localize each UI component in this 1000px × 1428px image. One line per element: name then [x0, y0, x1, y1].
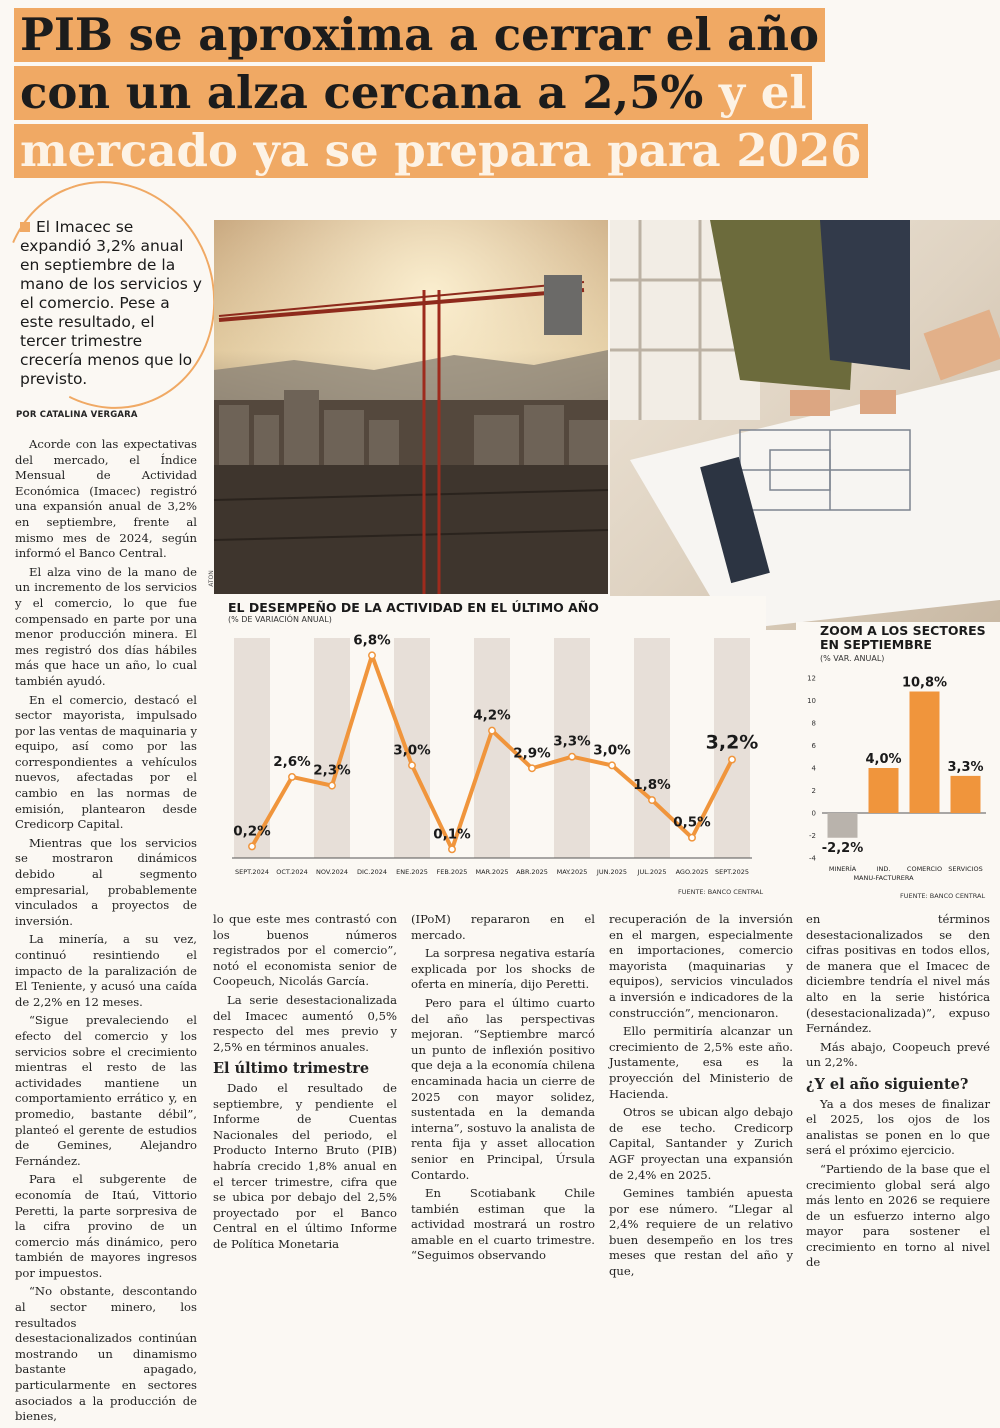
- bar: [869, 768, 899, 813]
- paragraph: recuperación de la inversión en el margen, especialmente en importaciones, comercio mayorista (maquinarias y equipos), servicios vinculados a inversión e indicadores de la construcción”, mencionaron.: [609, 912, 793, 1020]
- chart-subtitle: (% VAR. ANUAL): [820, 654, 885, 663]
- data-point: [569, 753, 575, 759]
- data-label: 4,0%: [865, 752, 902, 767]
- data-point: [689, 835, 695, 841]
- paragraph: El alza vino de la mano de un incremento de los servicios y el comercio, lo que fue compensado en parte por una menor producción minera. El mes registró dos días hábiles más que hace un año, lo cual también ayudó.: [15, 564, 197, 688]
- sectors-bar-chart: [796, 622, 1000, 904]
- x-tick-label: AGO.2025: [675, 868, 709, 876]
- y-tick-label: 8: [811, 719, 816, 728]
- paragraph: Dado el resultado de septiembre, y pendiente el Informe de Cuentas Nacionales del periodo, el Producto Interno Bruto (PIB) habría crecido 1,8% anual en el tercer trimestre, cifra que se ubica por debajo del 2,5% proyectado por el Banco Central en el último Informe de Política Monetaria: [213, 1080, 397, 1251]
- chart-title: ZOOM A LOS SECTORES EN SEPTIEMBRE: [820, 623, 986, 652]
- x-tick-label: SEPT.2024: [235, 868, 269, 876]
- data-label: 3,3%: [553, 733, 591, 750]
- chart-source: FUENTE: BANCO CENTRAL: [900, 892, 986, 900]
- data-label: 2,9%: [513, 745, 551, 762]
- y-tick-label: -4: [809, 854, 816, 863]
- paragraph: En el comercio, destacó el sector mayorista, impulsado por las ventas de maquinaria y equipo, así como por las correspondientes a vehículos nuevos, afectadas por el cambio en las normas de emisión, plantearon desde Credicorp Capital.: [15, 692, 197, 832]
- bar: [828, 813, 858, 838]
- paragraph: La serie desestacionalizada del Imacec aumentó 0,5% respecto del mes previo y 2,5% en términos anuales.: [213, 992, 397, 1054]
- headline-line-2-dark: con un alza cercana a 2,5%: [20, 66, 704, 119]
- column-band: [634, 638, 670, 858]
- lead-text: El Imacec se expandió 3,2% anual en septiembre de la mano de los servicios y el comercio. Pese a este resultado, el tercer trimestre crecería menos que lo previsto.: [20, 218, 202, 388]
- data-label: 3,3%: [947, 759, 984, 775]
- data-point: [609, 762, 615, 768]
- paragraph: “Sigue prevaleciendo el efecto del comercio y los servicios sobre el crecimiento mientras el resto de las actividades mantiene un comportamiento errático y, en promedio, bastante débil”, planteó el gerente de estudios de Gemines, Alejandro Fernández.: [15, 1013, 197, 1168]
- paragraph: Otros se ubican algo debajo de ese techo. Credicorp Capital, Santander y Zurich AGF proyectan una expansión de 2,4% en 2025.: [609, 1105, 793, 1182]
- article-column-4: [609, 912, 793, 1283]
- data-point: [449, 846, 455, 852]
- data-label: 3,0%: [593, 742, 631, 759]
- x-tick-label: NOV.2024: [315, 868, 349, 876]
- x-tick-label: IND.: [876, 865, 891, 873]
- bullet-square-icon: [20, 222, 30, 232]
- line-chart-svg: [216, 626, 766, 888]
- paragraph: lo que este mes contrastó con los buenos números registrados por el comercio”, notó el economista senior de Coopeuch, Nicolás García.: [213, 912, 397, 989]
- data-label: 10,8%: [901, 675, 948, 691]
- paragraph: Ello permitiría alcanzar un crecimiento de 2,5% este año. Justamente, esa es la proyección del Ministerio de Hacienda.: [609, 1024, 793, 1101]
- activity-line-chart: [216, 596, 766, 900]
- y-tick-label: 0: [811, 809, 816, 818]
- y-tick-label: -2: [809, 832, 816, 840]
- data-label: 2,6%: [273, 753, 311, 770]
- photo-credit: ATON: [207, 570, 215, 587]
- data-point: [409, 762, 415, 768]
- data-point: [529, 765, 535, 771]
- paragraph: Más abajo, Coopeuch prevé un 2,2%.: [806, 1039, 990, 1070]
- data-label: 4,2%: [473, 707, 511, 724]
- lead-summary: [20, 218, 205, 389]
- data-label: 1,8%: [633, 777, 671, 794]
- paragraph: en términos desestacionalizados se den cifras positivas en todos ellos, de manera que el Imacec de diciembre tendría el nivel más alto en la serie histórica (desestacionalizada)”, expuso Fernández.: [806, 912, 990, 1036]
- paragraph: “Partiendo de la base que el crecimiento global será algo más lento en 2026 se requiere de un esfuerzo interno algo mayor para sostener el crecimiento en torno al nivel de: [806, 1161, 990, 1270]
- x-tick-label: SEPT.2025: [715, 868, 749, 876]
- chart-title: EL DESEMPEÑO DE LA ACTIVIDAD EN EL ÚLTIMO AÑO: [228, 600, 599, 615]
- article-column-3: [411, 912, 595, 1267]
- data-label: 2,3%: [313, 762, 351, 779]
- y-tick-label: 2: [811, 787, 816, 795]
- paragraph: Ya a dos meses de finalizar el 2025, los ojos de los analistas se ponen en lo que será el próximo ejercicio.: [806, 1096, 990, 1158]
- data-label: 3,0%: [393, 742, 431, 759]
- data-point: [369, 652, 375, 658]
- x-tick-label: ENE.2025: [396, 868, 428, 876]
- section-heading: ¿Y el año siguiente?: [806, 1075, 969, 1093]
- bar: [951, 776, 981, 813]
- article-column-2: [213, 912, 397, 1255]
- paragraph: La minería, a su vez, continuó resintiendo el impacto de la paralización de El Teniente, y acusó una caída de 2,2% en 12 meses.: [15, 932, 197, 1009]
- blueprint-meeting-photo: [610, 220, 1000, 630]
- x-tick-label: MINERÍA: [828, 865, 857, 873]
- headline-line-3: mercado ya se prepara para 2026: [14, 124, 868, 178]
- data-label: 6,8%: [353, 632, 391, 649]
- y-tick-label: 10: [807, 697, 816, 705]
- data-label: 0,2%: [233, 823, 271, 840]
- paragraph: Acorde con las expectativas del mercado, el Índice Mensual de Actividad Económica (Imacec) registró una expansión anual de 3,2% en septiembre, frente al mismo mes de 2024, según informó el Banco Central.: [15, 437, 197, 561]
- article-column-1: [15, 437, 197, 1428]
- data-point: [289, 774, 295, 780]
- paragraph: (IPoM) repararon en el mercado.: [411, 912, 595, 942]
- headline-line-2: [14, 66, 812, 120]
- headline: [14, 8, 862, 182]
- article-column-5: [806, 912, 990, 1274]
- x-tick-label: FEB.2025: [436, 868, 468, 876]
- headline-line-2-light: y el: [703, 66, 807, 119]
- x-tick-label: MANU-FACTURERA: [853, 874, 914, 882]
- x-tick-label: ABR.2025: [516, 868, 548, 876]
- construction-crane-photo: [214, 220, 608, 594]
- data-label: 0,1%: [433, 826, 471, 843]
- data-point: [649, 797, 655, 803]
- paragraph: “No obstante, descontando al sector minero, los resultados desestacionalizados continúan mostrando un dinamismo bastante apagado, particularmente en sectores asociados a la producción de bienes,: [15, 1284, 197, 1424]
- data-label: 0,5%: [673, 814, 711, 831]
- data-label: -2,2%: [821, 840, 864, 856]
- x-tick-label: DIC.2024: [356, 868, 388, 876]
- bar: [910, 692, 940, 814]
- paragraph: En Scotiabank Chile también estiman que la actividad mostrará un rostro amable en el cuarto trimestre. “Seguimos observando: [411, 1186, 595, 1263]
- y-tick-label: 4: [811, 764, 816, 773]
- x-tick-label: MAR.2025: [475, 868, 509, 876]
- data-point: [249, 843, 255, 849]
- paragraph: La sorpresa negativa estaría explicada por los shocks de oferta en minería, dijo Peretti.: [411, 946, 595, 992]
- chart-source: FUENTE: BANCO CENTRAL: [678, 888, 764, 896]
- paragraph: Mientras que los servicios se mostraron dinámicos debido al segmento empresarial, probablemente vinculados a proyectos de inversión.: [15, 835, 197, 928]
- column-band: [474, 638, 510, 858]
- x-tick-label: OCT.2024: [276, 868, 308, 876]
- byline: POR CATALINA VERGARA: [16, 410, 138, 420]
- y-tick-label: 12: [807, 674, 816, 683]
- chart-subtitle: (% DE VARIACIÓN ANUAL): [228, 615, 332, 624]
- paragraph: Gemines también apuesta por ese número. “Llegar al 2,4% requiere de un relativo buen desempeño en los tres meses que restan del año y que,: [609, 1186, 793, 1279]
- data-label: 3,2%: [705, 731, 759, 754]
- data-point: [329, 782, 335, 788]
- y-tick-label: 6: [811, 742, 816, 750]
- paragraph: Para el subgerente de economía de Itaú, Vittorio Peretti, la parte sorpresiva de la cifra provino de un comercio más dinámico, pero también de mayores ingresos por impuestos.: [15, 1172, 197, 1280]
- headline-line-1: PIB se aproxima a cerrar el año: [14, 8, 825, 62]
- data-point: [729, 756, 735, 762]
- x-tick-label: MAY.2025: [556, 868, 588, 876]
- x-tick-label: COMERCIO: [906, 865, 943, 873]
- paragraph: Pero para el último cuarto del año las perspectivas mejoran. “Septiembre marcó un punto de inflexión positivo que deja a la economía chilena encaminada hacia un cierre de 2025 con mayor solidez, sustentada en la demanda interna”, sostuvo la analista de renta fija y asset allocation senior en Principal, Úrsula Contardo.: [411, 995, 595, 1182]
- section-heading: El último trimestre: [213, 1060, 370, 1078]
- data-point: [489, 727, 495, 733]
- x-tick-label: SERVICIOS: [948, 865, 983, 873]
- bar-chart-svg: [796, 668, 1000, 890]
- x-tick-label: JUL.2025: [637, 868, 667, 876]
- x-tick-label: JUN.2025: [596, 868, 628, 876]
